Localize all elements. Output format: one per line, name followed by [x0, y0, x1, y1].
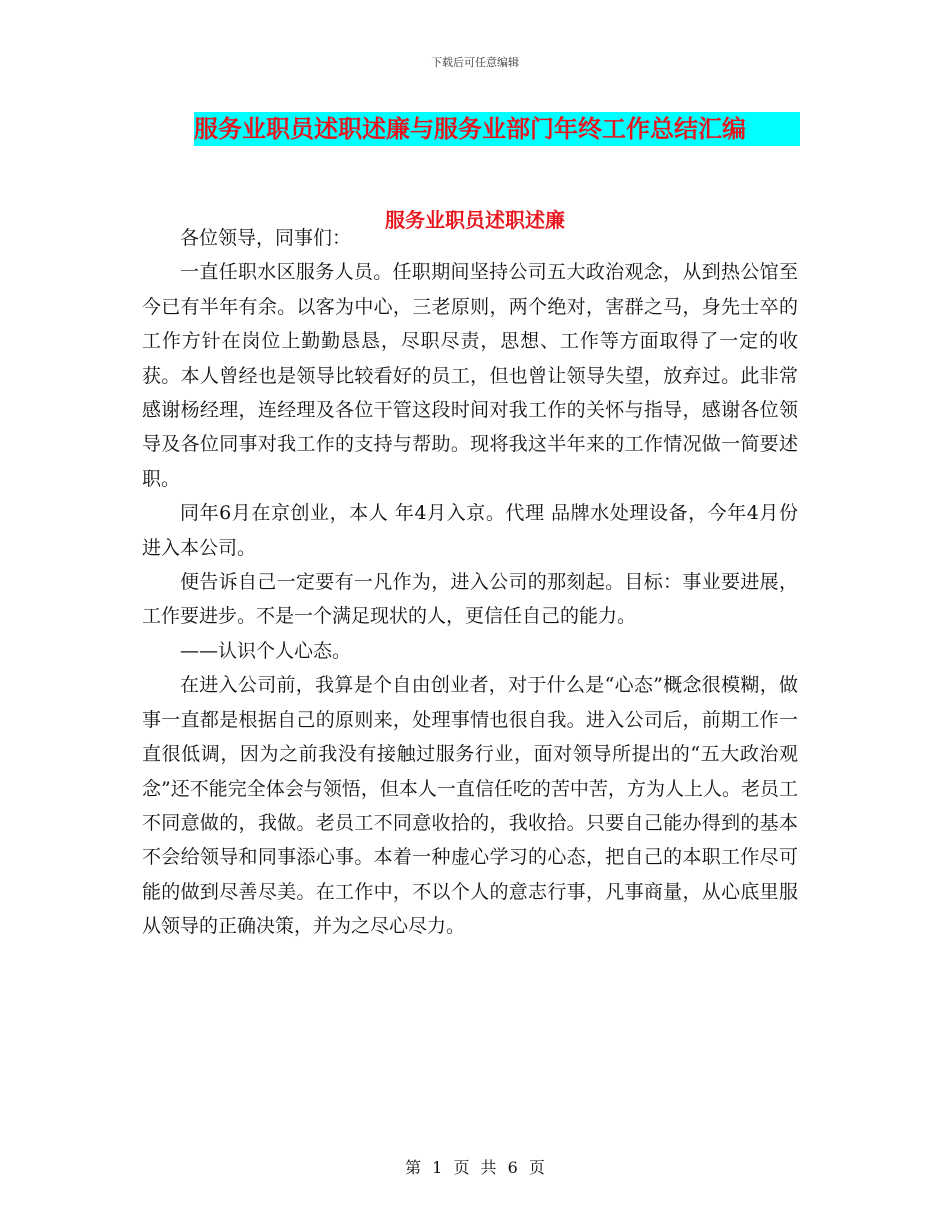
page-footer: 第 1 页 共 6 页 [405, 1158, 545, 1177]
paragraph: 便告诉自己一定要有一凡作为，进入公司的那刻起。目标：事业要进展，工作要进步。不是一个满足现状的人，更信任自己的能力。 [142, 571, 798, 628]
section-title: 服务业职员述职述廉 [385, 208, 565, 232]
paragraph-heading: ——认识个人心态。 [180, 639, 352, 662]
paragraph: 同年6月在京创业，本人 年4月入京。代理 品牌水处理设备，今年4月份进入本公司。 [142, 502, 798, 559]
document-title: 服务业职员述职述廉与服务业部门年终工作总结汇编 [194, 112, 800, 146]
paragraph: 在进入公司前，我算是个自由创业者，对于什么是“心态”概念很模糊，做事一直都是根据自己的原则来，处理事情也很自我。进入公司后，前期工作一直很低调，因为之前我没有接触过服务行业，面对领导所提出的“五大政治观念”还不能完全体会与领悟，但本人一直信任吃的苦中苦，方为人上人。老员工不同意做的，我做。老员工不同意收拾的，我收拾。只要自己能办得到的基本不会给领导和同事添心事。本着一种虚心学习的心态，把自己的本职工作尽可能的做到尽善尽美。在工作中，不以个人的意志行事，凡事商量，从心底里服从领导的正确决策，并为之尽心尽力。 [142, 674, 798, 938]
paragraph-greeting: 各位领导，同事们： [180, 227, 352, 249]
header-note: 下载后可任意编辑 [431, 56, 519, 69]
paragraph: 一直任职水区服务人员。任职期间坚持公司五大政治观念，从到热公馆至今已有半年有余。以客为中心，三老原则，两个绝对，害群之马，身先士卒的工作方针在岗位上勤勤恳恳，尽职尽责，思想、工作等方面取得了一定的收获。本人曾经也是领导比较看好的员工，但也曾让领导失望，放弃过。此非常感谢杨经理，连经理及各位干管这段时间对我工作的关怀与指导，感谢各位领导及各位同事对我工作的支持与帮助。现将我这半年来的工作情况做一简要述职。 [142, 261, 798, 490]
body-text [142, 221, 798, 944]
